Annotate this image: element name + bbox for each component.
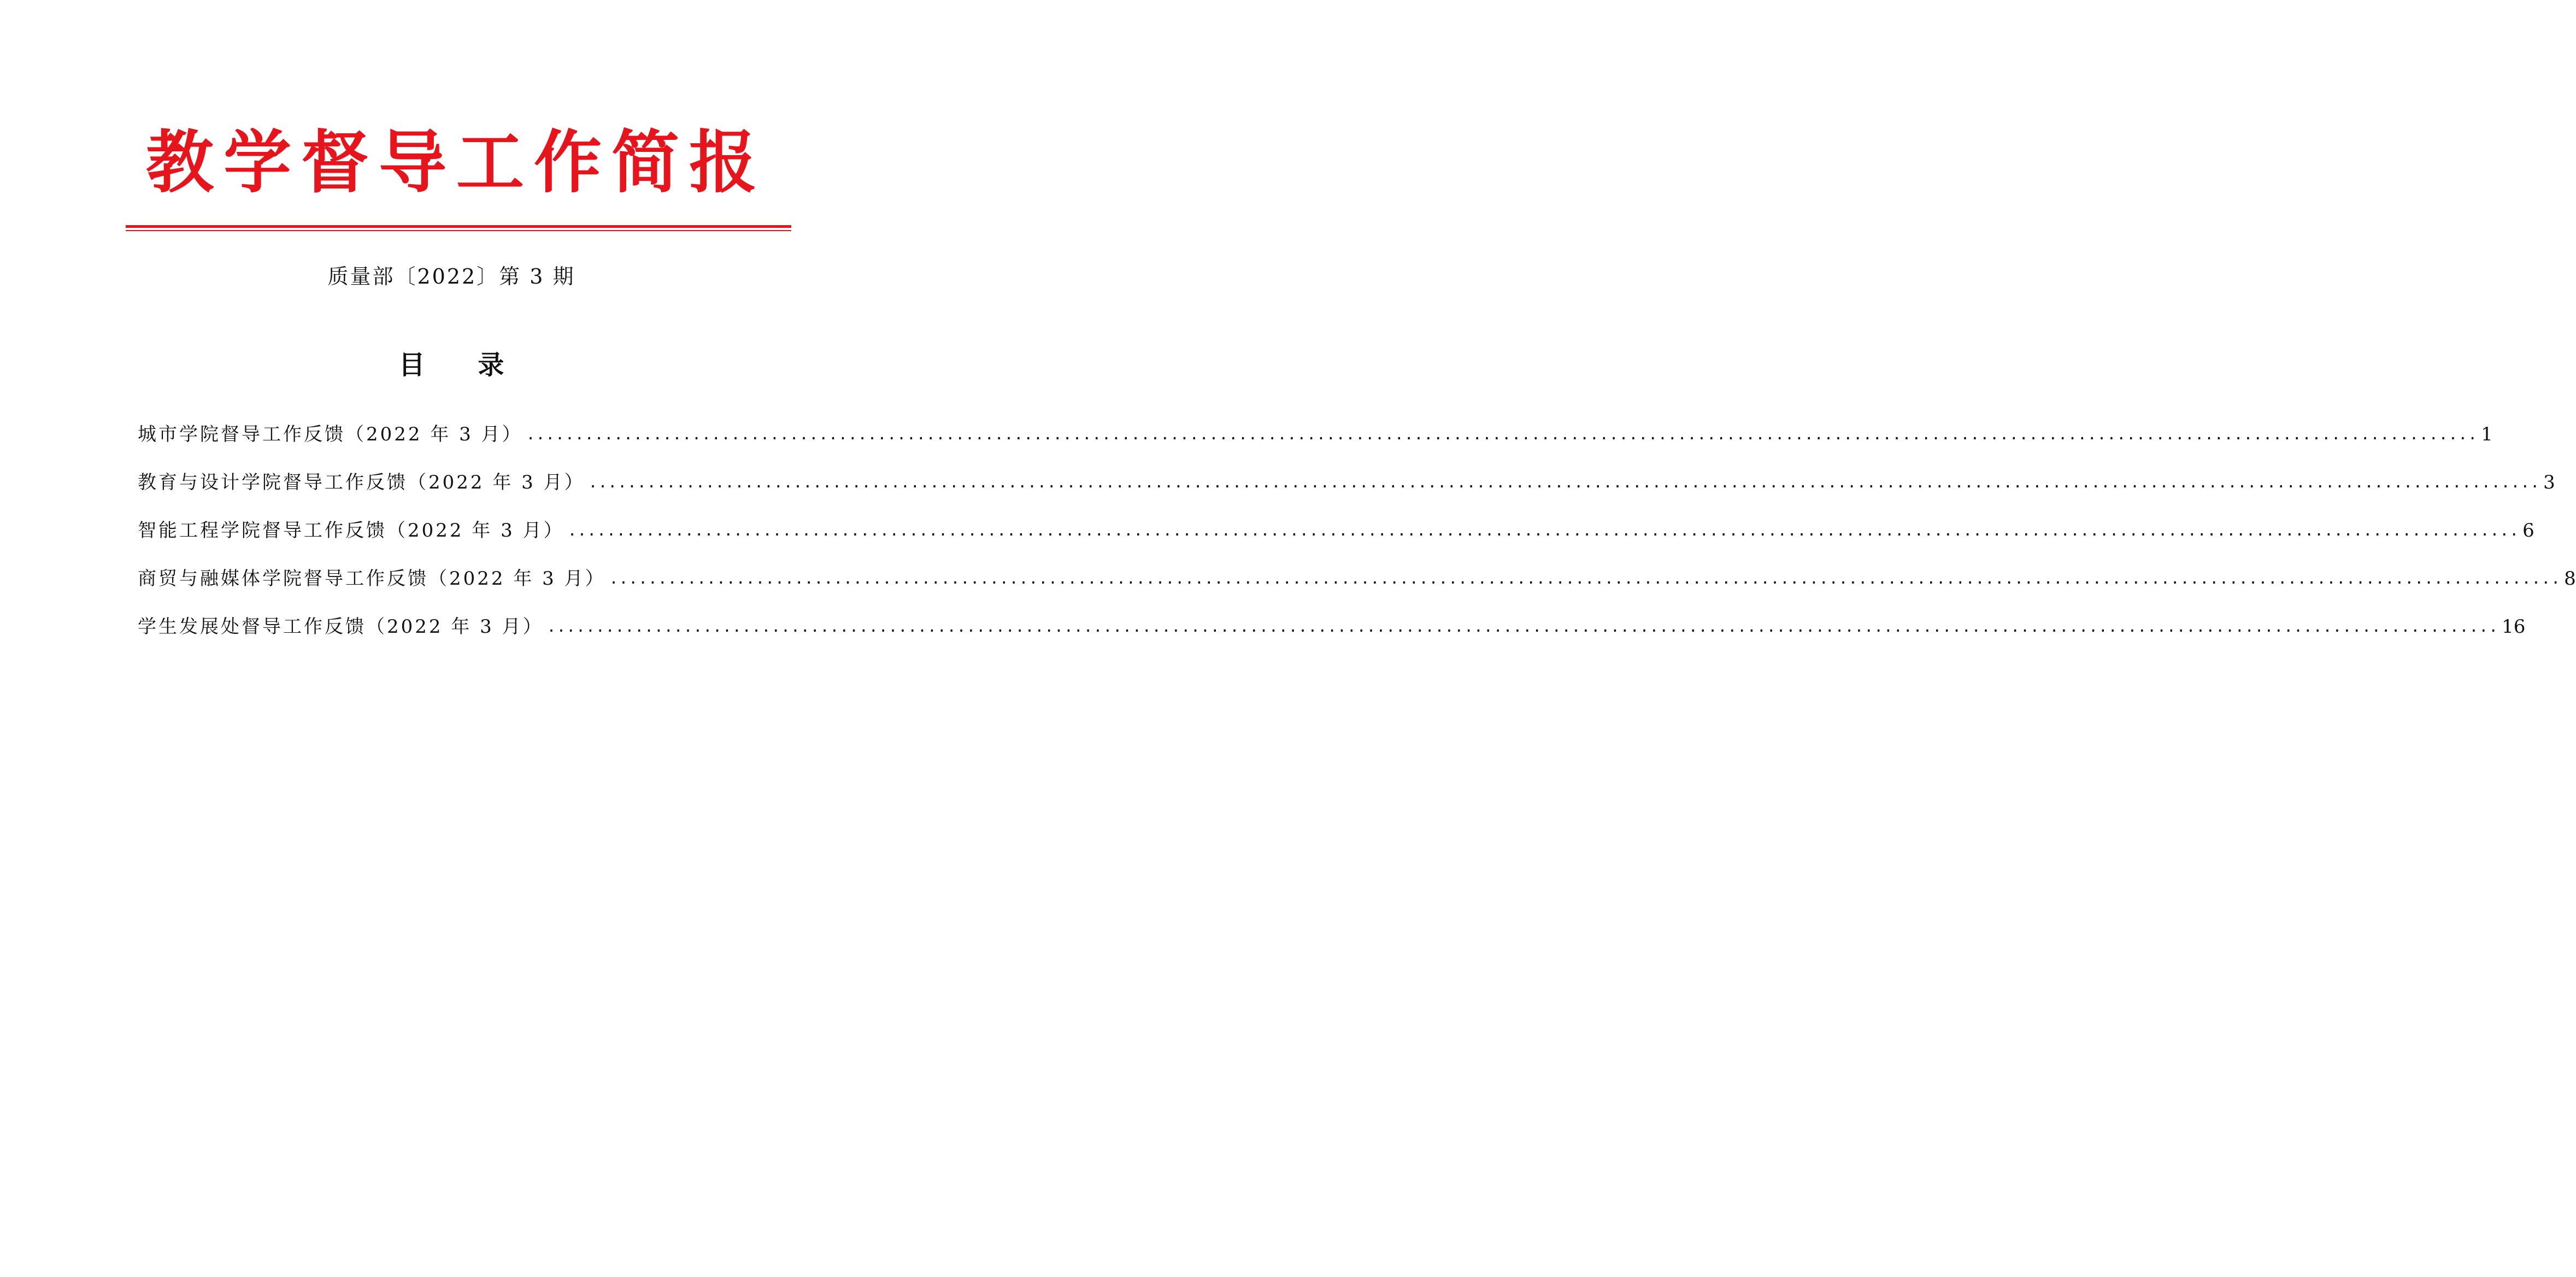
toc-entry-2[interactable]: [138, 450, 2555, 498]
toc-entry-text: 智能工程学院督导工作反馈（2022 年 3 月）: [138, 520, 564, 542]
masthead-rule-thin: [126, 230, 791, 231]
masthead-title: 教学督导工作简报: [145, 123, 767, 202]
toc-page-number: 6: [2522, 520, 2534, 542]
toc-entry-5[interactable]: [138, 594, 2526, 642]
toc-entry-text: 商贸与融媒体学院督导工作反馈（2022 年 3 月）: [138, 568, 606, 590]
masthead: [0, 125, 903, 201]
toc-dot-leader: ........................................................................................................................................................................................................: [546, 617, 2499, 635]
toc-heading: 目 录: [398, 350, 526, 380]
toc-dot-leader: ........................................................................................................................................................................................................: [567, 521, 2520, 539]
toc-dot-leader: ........................................................................................................................................................................................................: [588, 473, 2540, 491]
masthead-rule-thick: [126, 225, 791, 228]
toc-page-number: 3: [2543, 472, 2555, 493]
toc-entry-text: 城市学院督导工作反馈（2022 年 3 月）: [138, 423, 523, 445]
toc-page-number: 8: [2564, 568, 2576, 590]
toc-entry-text: 教育与设计学院督导工作反馈（2022 年 3 月）: [138, 472, 585, 493]
toc-dot-leader: ........................................................................................................................................................................................................: [609, 569, 2561, 587]
toc-entry-4[interactable]: [138, 546, 2576, 594]
toc-entry-1[interactable]: [138, 402, 2493, 450]
toc-page-number: 16: [2502, 616, 2526, 638]
table-of-contents: [138, 402, 2576, 642]
toc-entry-3[interactable]: [138, 498, 2534, 546]
toc-dot-leader: ........................................................................................................................................................................................................: [526, 425, 2478, 443]
toc-entry-text: 学生发展处督导工作反馈（2022 年 3 月）: [138, 616, 544, 638]
issue-number: 质量部〔2022〕第 3 期: [327, 264, 575, 289]
toc-page-number: 1: [2481, 423, 2493, 445]
